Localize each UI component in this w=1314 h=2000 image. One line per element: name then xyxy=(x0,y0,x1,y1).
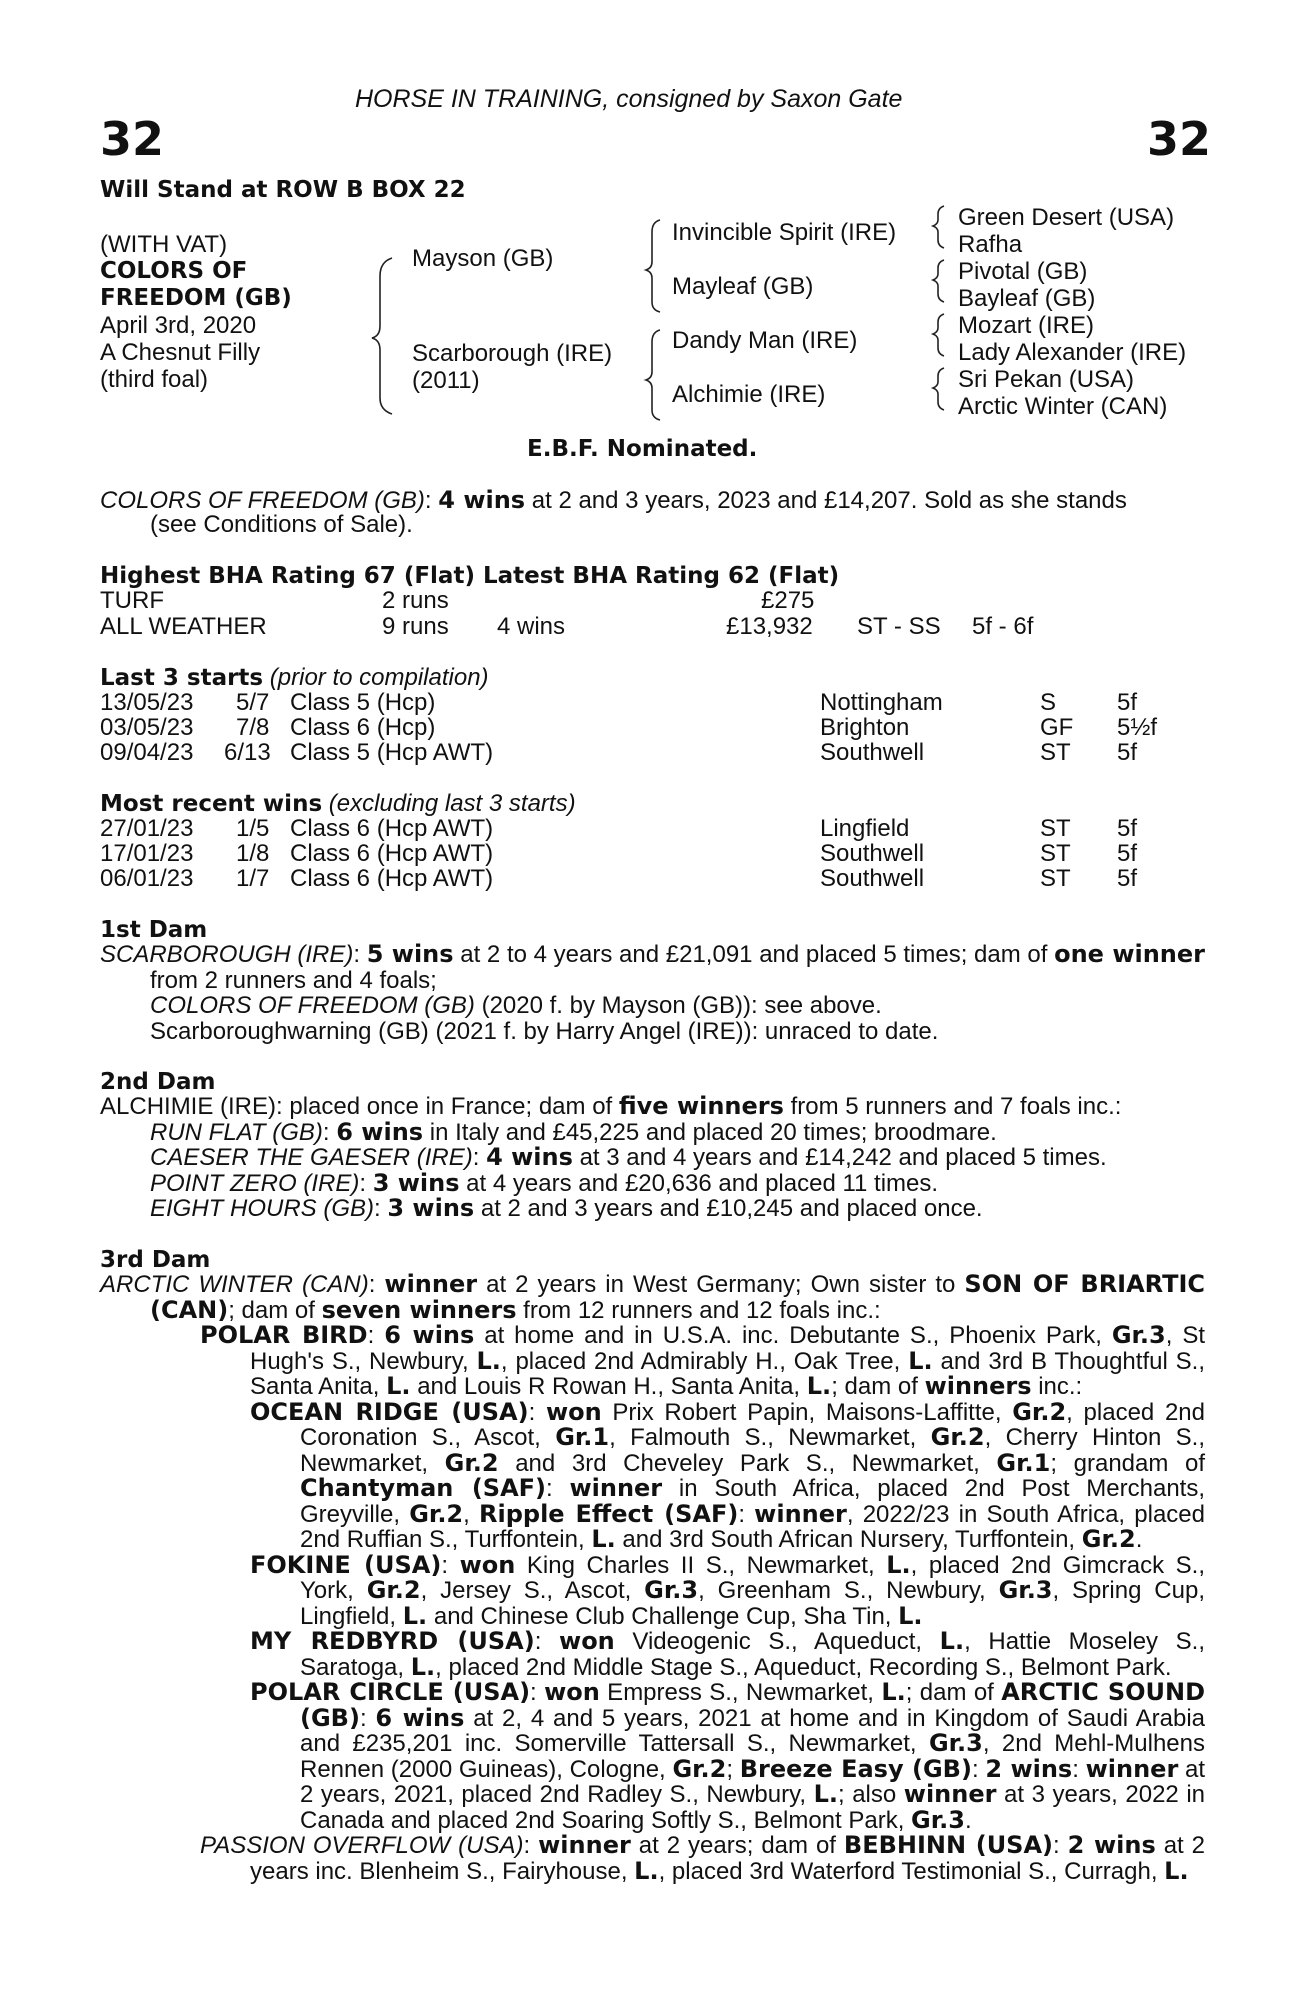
last3-note: (prior to compilation) xyxy=(263,664,489,691)
dam3-b: L. xyxy=(410,1652,436,1681)
dam3-b: Gr.2 xyxy=(1081,1525,1136,1553)
dam3-b: Gr.3 xyxy=(998,1576,1053,1604)
pedigree-dam-sire: Dandy Man (IRE) xyxy=(672,327,858,354)
dam3-b: won xyxy=(545,1397,602,1426)
dam2-progeny-name: CAESER THE GAESER (IRE) xyxy=(150,1144,473,1171)
dam3-t: at home and in U.S.A. inc. Debutante S., Phoenix Park, xyxy=(474,1322,1112,1349)
dam3-b: 6 wins xyxy=(384,1321,475,1349)
dam3-b: L. xyxy=(813,1780,838,1808)
race-course: Brighton xyxy=(820,714,910,741)
dam3-b: L. xyxy=(1164,1856,1189,1885)
race-course: Nottingham xyxy=(820,689,943,716)
dam3-b: Gr.2 xyxy=(672,1754,727,1783)
recentwins-heading xyxy=(100,791,576,817)
dam3-b: L. xyxy=(386,1372,411,1400)
race-going: ST xyxy=(1040,840,1071,867)
race-date: 09/04/23 xyxy=(100,739,194,766)
dam2-progeny-wins: 3 wins xyxy=(387,1194,475,1222)
dam3-b: L. xyxy=(634,1856,659,1885)
dam3-b: seven winners xyxy=(321,1295,517,1324)
dam3-b: Gr.2 xyxy=(366,1576,421,1604)
horse-name-line1: COLORS OF xyxy=(100,258,248,284)
dam1-text: at 2 to 4 years and £21,091 and placed 5 times; dam of xyxy=(453,941,1055,968)
horse-dob: April 3rd, 2020 xyxy=(100,312,257,339)
dam3-b: MY REDBYRD (USA) xyxy=(250,1627,535,1655)
dam3-b: POLAR BIRD xyxy=(200,1321,368,1349)
dam3-b: Gr.2 xyxy=(930,1423,985,1451)
dam3-t: ; dam of xyxy=(905,1679,1002,1706)
dam1-name: SCARBOROUGH (IRE) xyxy=(100,941,354,968)
dam3-t: at 2 years, 2021, placed 2nd Radley S., Newbury, xyxy=(300,1755,1206,1808)
dam2-progeny-wins: 3 wins xyxy=(372,1168,460,1197)
summary-name: COLORS OF FREEDOM (GB) xyxy=(100,487,425,514)
dam3-t: , placed 3rd Waterford Testimonial S., Curragh, xyxy=(658,1857,1165,1885)
dam1-wins: 5 wins xyxy=(366,940,454,968)
dam2-progeny-text: in Italy and £45,225 and placed 20 times; broodmare. xyxy=(423,1118,997,1146)
dam1-progeny-2: Scarboroughwarning (GB) (2021 f. by Harry Angel (IRE)): unraced to date. xyxy=(150,1017,939,1045)
dam3-t: at 3 years, 2022 in Canada and placed 2nd Soaring Softly S., Belmont Park, xyxy=(300,1781,1205,1834)
dam3-t: from 12 runners and 12 foals inc.: xyxy=(516,1296,881,1324)
ebf-note: E.B.F. Nominated. xyxy=(527,436,758,462)
dam3-t: and Chinese Club Challenge Cup, Sha Tin, xyxy=(427,1602,899,1630)
dam3-t: , 2022/23 in South Africa, placed 2nd Ruffian S., Turffontein, xyxy=(300,1500,1205,1553)
dam3-passion-overflow: PASSION OVERFLOW (USA): winner at 2 years; dam of BEBHINN (USA): 2 wins at 2 years inc. Blenheim S., Fairyhouse, L., placed 3rd Waterford Testimonial S., Curragh, L. xyxy=(200,1831,1206,1885)
bha-rating: Highest BHA Rating 67 (Flat) Latest BHA Rating 62 (Flat) xyxy=(100,563,840,589)
dam3-t: , Hattie Moseley S., Saratoga, xyxy=(300,1628,1205,1681)
lot-number-left: 32 xyxy=(100,112,165,166)
dam3-b: L. xyxy=(806,1372,832,1400)
pedigree-gen3-2: Rafha xyxy=(958,231,1023,258)
dam3-t: , placed 2nd Admirably H., Oak Tree, xyxy=(500,1347,909,1375)
dam3-name: ARCTIC WINTER (CAN) xyxy=(100,1271,369,1298)
dam3-t: and Louis R Rowan H., Santa Anita, xyxy=(410,1373,807,1400)
race-going: ST xyxy=(1040,815,1071,842)
dam3-ocean-ridge: OCEAN RIDGE (USA): won Prix Robert Papin, Maisons-Laffitte, Gr.2, placed 2nd Coronation S., Ascot, Gr.1, Falmouth S., Newmarket, Gr.2, Cherry Hinton S., Newmarket, Gr.2 and 3rd Cheveley Park S., Newmarket, Gr.1; grandam of Chantyman (SAF): winner in South Africa, placed 2nd Post Merchants, Greyville, Gr.2, Ripple Effect (SAF): winner, 2022/23 in South Africa, placed 2nd Ruffian S., Turffontein, L. and 3rd South African Nursery, Turffontein, Gr.2. xyxy=(250,1397,1206,1553)
dam3-b: Gr.3 xyxy=(928,1729,983,1757)
dam3-t: , Cherry Hinton S., Newmarket, xyxy=(300,1424,1206,1477)
dam3-t: , placed 2nd Coronation S., Ascot, xyxy=(300,1398,1205,1451)
pedigree-dam-line2: (2011) xyxy=(412,367,480,394)
brace-gen2-sire xyxy=(646,220,660,312)
race-pos: 5/7 xyxy=(236,689,270,716)
pedigree-gen3-5: Mozart (IRE) xyxy=(958,312,1095,339)
race-course: Southwell xyxy=(820,840,925,867)
race-dist: 5f xyxy=(1117,865,1138,892)
dam3-b: ARCTIC SOUND (GB) xyxy=(300,1678,1206,1732)
dam3-t: Videogenic S., Aqueduct, xyxy=(614,1628,940,1655)
race-dist: 5f xyxy=(1117,840,1138,867)
dam1-title: 1st Dam xyxy=(100,917,208,943)
race-going: ST xyxy=(1040,739,1071,766)
dam3-t: at 2 years in West Germany; Own sister to xyxy=(477,1271,965,1298)
dam3-b: L. xyxy=(908,1346,933,1375)
race-class: Class 6 (Hcp) xyxy=(290,714,436,741)
brace-gen1 xyxy=(372,258,392,414)
race-course: Lingfield xyxy=(820,815,910,842)
race-course: Southwell xyxy=(820,865,925,892)
location-line: Will Stand at ROW B BOX 22 xyxy=(100,177,466,203)
rating-runs: 2 runs xyxy=(382,587,449,614)
dam3-t: , placed 2nd Middle Stage S., Aqueduct, Recording S., Belmont Park. xyxy=(435,1653,1172,1681)
dam3-b: winner xyxy=(384,1270,478,1298)
dam3-t: ; grandam of xyxy=(1050,1449,1205,1477)
rating-surface: ALL WEATHER xyxy=(100,613,267,640)
race-dist: 5½f xyxy=(1117,714,1158,741)
dam3-b: Gr.3 xyxy=(1111,1321,1166,1349)
brace-gen3-d xyxy=(933,368,944,410)
race-date: 06/01/23 xyxy=(100,865,194,892)
dam2-text: from 5 runners and 7 foals inc.: xyxy=(783,1093,1122,1120)
dam3-t: Empress S., Newmarket, xyxy=(599,1679,882,1706)
pedigree-gen3-3: Pivotal (GB) xyxy=(958,258,1088,285)
dam3-b: winner xyxy=(1085,1754,1179,1783)
last3-heading xyxy=(100,665,489,691)
race-course: Southwell xyxy=(820,739,925,766)
dam3-t: in South Africa, placed 2nd Post Merchants, Greyville, xyxy=(300,1475,1206,1528)
dam3-b: Gr.1 xyxy=(555,1423,610,1451)
pedigree-sire-sire: Invincible Spirit (IRE) xyxy=(672,219,897,246)
dam3-b: L. xyxy=(591,1525,616,1553)
dam3-b: winners xyxy=(924,1372,1032,1400)
pedigree-sire-dam: Mayleaf (GB) xyxy=(672,273,814,300)
race-pos: 1/8 xyxy=(236,840,270,867)
dam3-b: Gr.2 xyxy=(444,1448,499,1477)
dam2-progeny-text: at 3 and 4 years and £14,242 and placed 5 times. xyxy=(572,1144,1107,1171)
dam3-b: L. xyxy=(939,1627,965,1655)
dam3-t: , Jersey S., Ascot, xyxy=(420,1577,645,1604)
summary-line2: (see Conditions of Sale). xyxy=(150,511,413,538)
pedigree-gen3-8: Arctic Winter (CAN) xyxy=(958,393,1168,420)
dam3-my-redbyrd: MY REDBYRD (USA): won Videogenic S., Aqueduct, L., Hattie Moseley S., Saratoga, L., placed 2nd Middle Stage S., Aqueduct, Recording S., Belmont Park. xyxy=(250,1627,1205,1681)
dam2-progeny-name: EIGHT HOURS (GB) xyxy=(150,1195,375,1222)
dam3-b: 2 wins xyxy=(985,1754,1073,1783)
dam3-b: winner xyxy=(754,1499,847,1528)
dam3-t: at 2 years inc. Blenheim S., Fairyhouse, xyxy=(250,1832,1206,1885)
dam2-progeny-name: POINT ZERO (IRE) xyxy=(150,1169,360,1197)
lot-number-right: 32 xyxy=(1147,112,1212,166)
dam3-t: , Greenham S., Newbury, xyxy=(698,1577,999,1604)
dam2-title: 2nd Dam xyxy=(100,1069,216,1095)
race-date: 03/05/23 xyxy=(100,714,194,741)
race-dist: 5f xyxy=(1117,739,1138,766)
dam3-t: ; also xyxy=(837,1781,904,1808)
dam3-b: L. xyxy=(476,1346,501,1375)
dam2-body: ALCHIMIE (IRE): placed once in France; dam of five winners from 5 runners and 7 foals inc.: RUN FLAT (GB): 6 wins in Italy and £45,225 and placed 20 times; broodmare. CAESER THE GAESER (IRE): 4 wins at 3 and 4 years and £14,242 and placed 5 times. POINT ZERO (IRE): 3 wins at 4 years and £20,636 and placed 11 times. EIGHT HOURS (GB): 3 wins at 2 and 3 years and £10,245 and placed once. xyxy=(100,1092,1122,1222)
dam1-progeny-name: COLORS OF FREEDOM (GB) xyxy=(150,992,475,1019)
dam3-b: SON OF BRIARTIC (CAN) xyxy=(150,1270,1205,1324)
dam3-t: ; dam of xyxy=(831,1373,925,1400)
dam3-title: 3rd Dam xyxy=(100,1247,211,1273)
dam3-polar-bird: POLAR BIRD: 6 wins at home and in U.S.A. inc. Debutante S., Phoenix Park, Gr.3, St Hugh's S., Newbury, L., placed 2nd Admirably H., Oak Tree, L. and 3rd B Thoughtful S., Santa Anita, L. and Louis R Rowan H., Santa Anita, L.; dam of winners inc.: xyxy=(200,1321,1206,1400)
dam2-text: ALCHIMIE (IRE): placed once in France; dam of xyxy=(100,1093,619,1120)
race-pos: 6/13 xyxy=(224,739,271,766)
rating-wins: 4 wins xyxy=(497,613,566,640)
dam3-t: King Charles II S., Newmarket, xyxy=(515,1551,887,1579)
race-class: Class 6 (Hcp AWT) xyxy=(290,865,494,892)
dam2-progeny-name: RUN FLAT (GB) xyxy=(150,1118,323,1146)
vat-label: (WITH VAT) xyxy=(100,231,228,258)
dam3-b: L. xyxy=(881,1678,906,1706)
dam3-b: OCEAN RIDGE (USA) xyxy=(250,1397,529,1426)
dam3-t: and 3rd Cheveley Park S., Newmarket, xyxy=(498,1449,997,1477)
last3-title: Last 3 starts xyxy=(100,665,264,691)
summary-text1: at 2 and 3 years, 2023 and £14,207. Sold as she stands xyxy=(525,487,1127,514)
pedigree-gen3-7: Sri Pekan (USA) xyxy=(958,366,1135,393)
race-dist: 5f xyxy=(1117,815,1138,842)
horse-name-line2: FREEDOM (GB) xyxy=(100,285,292,311)
dam3-b: Gr.2 xyxy=(1012,1397,1067,1426)
dam3-b: Chantyman (SAF) xyxy=(300,1474,547,1502)
rating-surface: TURF xyxy=(100,587,164,614)
pedigree-gen3-4: Bayleaf (GB) xyxy=(958,285,1096,312)
race-going: GF xyxy=(1040,714,1074,741)
dam3-t: , placed 2nd Gimcrack S., York, xyxy=(300,1551,1206,1604)
pedigree-dam-line1: Scarborough (IRE) xyxy=(412,340,613,367)
dam3-t: at 2 years; dam of xyxy=(630,1832,844,1859)
dam3-b: Gr.3 xyxy=(644,1576,699,1604)
rating-dist: 5f - 6f xyxy=(972,613,1034,640)
race-class: Class 6 (Hcp AWT) xyxy=(290,815,494,842)
dam3-b: Ripple Effect (SAF) xyxy=(479,1499,739,1528)
race-class: Class 6 (Hcp AWT) xyxy=(290,840,494,867)
race-going: ST xyxy=(1040,865,1071,892)
pedigree-gen3-6: Lady Alexander (IRE) xyxy=(958,339,1187,366)
recentwins-title: Most recent wins xyxy=(100,791,323,817)
dam3-b: L. xyxy=(898,1601,923,1630)
dam3-t: , St Hugh's S., Newbury, xyxy=(250,1322,1206,1375)
dam1-text: from 2 runners and 4 foals; xyxy=(150,966,437,994)
race-pos: 1/5 xyxy=(236,815,270,842)
dam3-t: inc.: xyxy=(1031,1373,1083,1400)
dam3-b: BEBHINN (USA) xyxy=(843,1831,1054,1859)
dam3-t: and 3rd B Thoughtful S., Santa Anita, xyxy=(250,1347,1206,1400)
race-class: Class 5 (Hcp) xyxy=(290,689,436,716)
summary-line1: COLORS OF FREEDOM (GB): 4 wins at 2 and 3 years, 2023 and £14,207. Sold as she stands xyxy=(100,486,1127,514)
dam3-b: winner xyxy=(569,1474,663,1502)
pedigree-dam-dam: Alchimie (IRE) xyxy=(672,381,826,408)
dam3-t: ; dam of xyxy=(228,1296,322,1324)
dam3-t: , 2nd Mehl-Mulhens Rennen (2000 Guineas), Cologne, xyxy=(300,1730,1206,1783)
dam3-body xyxy=(100,1272,1205,1884)
brace-gen3-b xyxy=(933,260,944,302)
dam2-progeny-wins: 6 wins xyxy=(336,1117,424,1146)
dam3-b: 6 wins xyxy=(375,1703,465,1732)
race-date: 17/01/23 xyxy=(100,840,194,867)
recentwins-note: (excluding last 3 starts) xyxy=(322,790,576,817)
dam2-winners: five winners xyxy=(618,1092,784,1120)
dam3-b: 2 wins xyxy=(1067,1831,1156,1859)
brace-gen3-c xyxy=(933,314,944,356)
dam3-b: won xyxy=(544,1678,600,1706)
brace-gen2-dam xyxy=(646,330,660,420)
dam3-b: Gr.3 xyxy=(911,1805,965,1834)
dam3-fokine: FOKINE (USA): won King Charles II S., Newmarket, L., placed 2nd Gimcrack S., York, Gr.2, Jersey S., Ascot, Gr.3, Greenham S., Newbury, Gr.3, Spring Cup, Lingfield, L. and Chinese Club Challenge Cup, Sha Tin, L. xyxy=(250,1550,1206,1630)
dam3-b: L. xyxy=(886,1550,911,1579)
rating-money: £275 xyxy=(761,587,815,614)
dam2-progeny-text: at 4 years and £20,636 and placed 11 times. xyxy=(459,1169,939,1197)
dam3-name: PASSION OVERFLOW (USA) xyxy=(200,1832,524,1859)
dam3-b: winner xyxy=(538,1831,631,1859)
brace-gen3-a xyxy=(933,206,944,248)
dam3-b: Gr.1 xyxy=(996,1448,1051,1477)
horse-foal: (third foal) xyxy=(100,366,209,393)
dam3-b: POLAR CIRCLE (USA) xyxy=(250,1678,531,1706)
dam3-b: won xyxy=(559,1627,615,1655)
dam3-t: and 3rd South African Nursery, Turffontein, xyxy=(615,1526,1082,1553)
rating-runs: 9 runs xyxy=(382,613,449,640)
race-class: Class 5 (Hcp AWT) xyxy=(290,739,494,766)
race-date: 13/05/23 xyxy=(100,689,194,716)
dam3-b: FOKINE (USA) xyxy=(250,1550,442,1579)
dam3-b: winner xyxy=(903,1780,997,1808)
race-dist: 5f xyxy=(1117,689,1138,716)
rating-going: ST - SS xyxy=(857,613,941,640)
summary-wins: 4 wins xyxy=(438,486,526,514)
race-date: 27/01/23 xyxy=(100,815,194,842)
dam2-progeny-text: at 2 and 3 years and £10,245 and placed once. xyxy=(474,1195,983,1222)
dam3-t: at 2, 4 and 5 years, 2021 at home and in Kingdom of Saudi Arabia and £235,201 inc. Somerville Tattersall S., Newmarket, xyxy=(300,1704,1205,1757)
dam3-b: L. xyxy=(402,1601,428,1630)
horse-sex: A Chesnut Filly xyxy=(100,339,261,366)
pedigree-sire: Mayson (GB) xyxy=(412,245,554,272)
dam3-t: , Spring Cup, Lingfield, xyxy=(300,1577,1205,1630)
dam3-b: Gr.2 xyxy=(409,1499,464,1528)
dam3-intro: ARCTIC WINTER (CAN): winner at 2 years in West Germany; Own sister to SON OF BRIARTIC (CAN); dam of seven winners from 12 runners and 12 foals inc.: xyxy=(100,1270,1205,1324)
dam3-t: Prix Robert Papin, Maisons-Laffitte, xyxy=(601,1398,1013,1426)
dam3-b: Breeze Easy (GB) xyxy=(739,1754,972,1783)
dam1-body: SCARBOROUGH (IRE): 5 wins at 2 to 4 years and £21,091 and placed 5 times; dam of one winner from 2 runners and 4 foals; COLORS OF FREEDOM (GB) (2020 f. by Mayson (GB)): see above. Scarboroughwarning (GB) (2021 f. by Harry Angel (IRE)): unraced to date. xyxy=(100,940,1206,1045)
race-pos: 1/7 xyxy=(236,865,270,892)
race-going: S xyxy=(1040,689,1057,716)
pedigree-gen3-1: Green Desert (USA) xyxy=(958,204,1175,231)
dam3-b: won xyxy=(459,1550,516,1579)
dam2-progeny-wins: 4 wins xyxy=(486,1143,573,1171)
consignor-line: HORSE IN TRAINING, consigned by Saxon Gate xyxy=(355,85,903,113)
dam3-polar-circle: POLAR CIRCLE (USA): won Empress S., Newmarket, L.; dam of ARCTIC SOUND (GB): 6 wins at 2, 4 and 5 years, 2021 at home and in Kingdom of Saudi Arabia and £235,201 inc. Somerville Tattersall S., Newmarket, Gr.3, 2nd Mehl-Mulhens Rennen (2000 Guineas), Cologne, Gr.2; Breeze Easy (GB): 2 wins: winner at 2 years, 2021, placed 2nd Radley S., Newbury, L.; also winner at 3 years, 2022 in Canada and placed 2nd Soaring Softly S., Belmont Park, Gr.3. xyxy=(250,1678,1206,1834)
race-pos: 7/8 xyxy=(236,714,270,741)
rating-money: £13,932 xyxy=(726,613,813,640)
dam1-winners: one winner xyxy=(1054,940,1206,968)
dam1-progeny-text: (2020 f. by Mayson (GB)): see above. xyxy=(474,992,882,1019)
dam3-t: , Falmouth S., Newmarket, xyxy=(609,1424,931,1451)
